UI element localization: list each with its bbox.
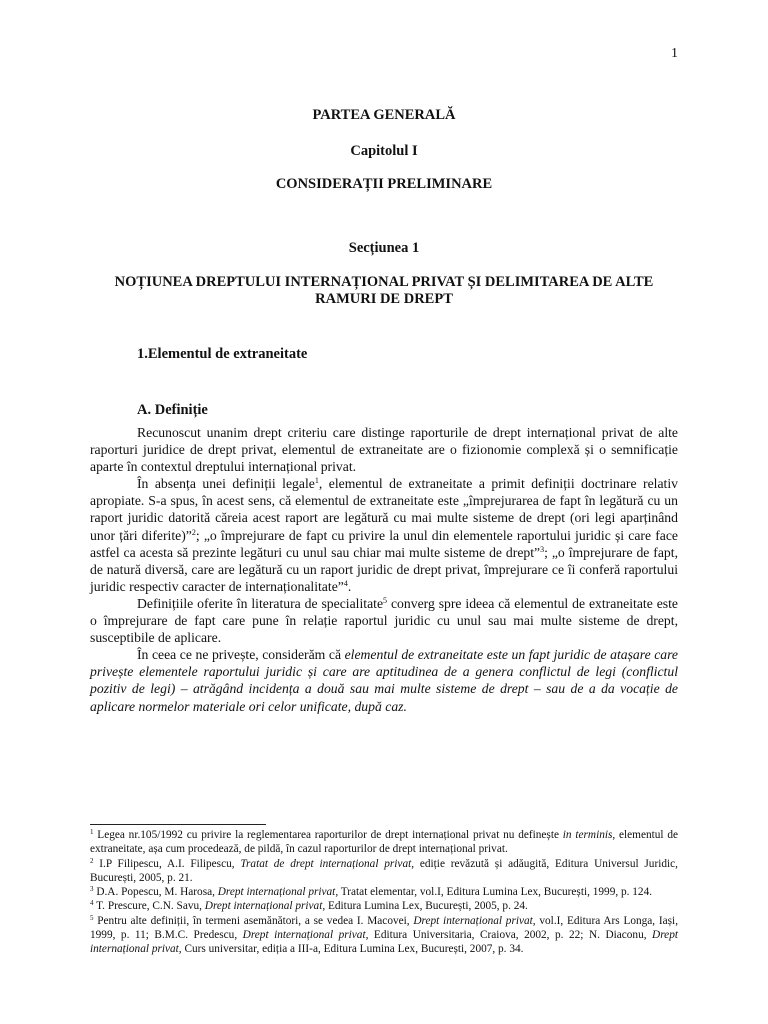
footnote-text: Pentru alte definiții, în termeni asemănători, a se vedea I. Macovei, <box>93 914 414 927</box>
footnote-4 <box>90 899 678 913</box>
footnote-text: Legea nr.105/1992 cu privire la reglementarea raporturilor de drept internațional privat nu definește <box>93 829 563 841</box>
footnote-text: T. Prescure, C.N. Savu, <box>93 900 205 913</box>
footnote-ref-2: 2 <box>191 527 196 537</box>
subheading-definition: A. Definiție <box>137 402 208 418</box>
footnote-text: D.A. Popescu, M. Harosa, <box>93 886 218 899</box>
footnote-ref-1: 1 <box>314 476 319 486</box>
footnote-text: , ediție revăzută și adăugită, Editura Universul Juridic, București, 2005, p. 21. <box>90 857 678 884</box>
footnote-number: 4 <box>90 899 94 908</box>
paragraph-3-text: converg spre ideea că elementul de extraneitate este o împrejurare de fapt care pune în relație raportul juridic cu unul sau mai multe sisteme de drept, susceptibile de aplicare. <box>90 595 678 646</box>
footnote-text: Tratat elementar, vol.I, Editura Lumina Lex, București, 1999, p. 124. <box>338 886 653 899</box>
section-title <box>80 274 688 308</box>
footnote-ref-4: 4 <box>343 578 348 588</box>
paragraph-3 <box>90 595 678 646</box>
footnote-text: Editura Lumina Lex, București, 2005, p. 24. <box>325 900 528 913</box>
paragraph-2-text: ; „o împrejurare de fapt, de natură diversă, care are legătură cu un raport juridic de drept privat, împrejurare ce îi conferă raportului juridic respectiv caracter de internaționalitate” <box>90 544 678 594</box>
footnotes <box>90 828 678 957</box>
footnote-3 <box>90 885 678 899</box>
footnote-italic: Drept internațional privat, <box>242 929 369 942</box>
footnote-1 <box>90 828 678 857</box>
footnote-5 <box>90 914 678 957</box>
footnote-text: vol.I, Editura Ars Longa, Iași, 1999, p. 11; B.M.C. Predescu, <box>90 914 679 942</box>
page-number: 1 <box>671 46 678 61</box>
footnote-ref-3: 3 <box>540 544 545 554</box>
footnote-italic: Drept internațional privat, <box>90 929 678 956</box>
part-heading: PARTEA GENERALĂ <box>312 107 456 123</box>
paragraph-4 <box>90 646 678 714</box>
paragraph-2 <box>90 475 678 595</box>
chapter-heading: Capitolul I <box>350 143 418 159</box>
paragraph-2-text: . <box>347 578 352 594</box>
footnote-italic: in terminis <box>562 829 613 841</box>
paragraph-2-text: , elementul de extraneitate a primit definiții doctrinare relativ apropiate. S-a spus, în acest sens, că elementul de extraneitate este „împrejurarea de fapt în legătură cu un raport juridic datorită căreia acest raport are legătură cu mai multe sisteme de drept (ori legi aparținând unor țări diferite)” <box>90 476 678 543</box>
footnote-text: Editura Universitaria, Craiova, 2002, p. 22; N. Diaconu, <box>368 929 653 942</box>
footnote-number: 2 <box>90 856 94 865</box>
footnote-ref-5: 5 <box>383 595 388 605</box>
paragraph-4-text: În ceea ce ne privește, considerăm că <box>137 647 345 663</box>
footnote-number: 5 <box>90 913 94 922</box>
footnote-italic: Drept internațional privat, <box>204 900 326 913</box>
footnote-italic: Drept internațional privat, <box>413 914 536 927</box>
footnote-2 <box>90 857 678 886</box>
paragraph-3-text: Definițiile oferite în literatura de specialitate <box>137 595 384 611</box>
footnote-separator <box>90 824 266 825</box>
section-title-line-2: RAMURI DE DREPT <box>315 291 453 307</box>
paragraph-1: Recunoscut unanim drept criteriu care distinge raporturile de drept internațional privat de alte raporturi juridice de drept privat, elementul de extraneitate are o fizionomie complexă și o semnificație aparte în contextul dreptului internațional privat. <box>90 425 678 475</box>
footnote-number: 3 <box>90 885 94 894</box>
footnote-italic: Drept internațional privat, <box>217 886 339 899</box>
subsection-heading: 1.Elementul de extraneitate <box>137 346 308 362</box>
chapter-title: CONSIDERAȚII PRELIMINARE <box>275 176 493 192</box>
footnote-number: 1 <box>90 828 94 836</box>
paragraph-4-italic: elementul de extraneitate este un fapt juridic de atașare care privește elementele raportului juridic și care are aptitudinea de a genera conflictul de legi (conflictul pozitiv de legi) – atrăgând incidența a două sau mai multe sisteme de drept – sau de a da vocație de aplicare normelor materiale ori celor unificate, după caz. <box>90 647 679 714</box>
section-heading: Secțiunea 1 <box>348 240 420 256</box>
paragraph-2-text: În absența unei definiții legale <box>137 476 315 492</box>
paragraph-2-text: ; „o împrejurare de fapt cu privire la unul din elementele raportului juridic și care face astfel ca acesta să prezinte legături cu unul sau chiar mai multe sisteme de drept” <box>90 527 679 560</box>
footnote-text: Curs universitar, ediția a III-a, Editura Lumina Lex, București, 2007, p. 34. <box>181 943 524 956</box>
footnote-text: I.P Filipescu, A.I. Filipescu, <box>93 857 241 870</box>
section-title-line-1: NOȚIUNEA DREPTULUI INTERNAȚIONAL PRIVAT ȘI DELIMITAREA DE ALTE <box>114 274 654 290</box>
footnote-italic: Tratat de drept internațional privat <box>240 857 412 870</box>
footnote-text: , elementul de extraneitate, așa cum procedează, de pildă, în cazul raporturilor de drept internațional privat. <box>90 829 678 856</box>
body-text <box>90 424 678 715</box>
